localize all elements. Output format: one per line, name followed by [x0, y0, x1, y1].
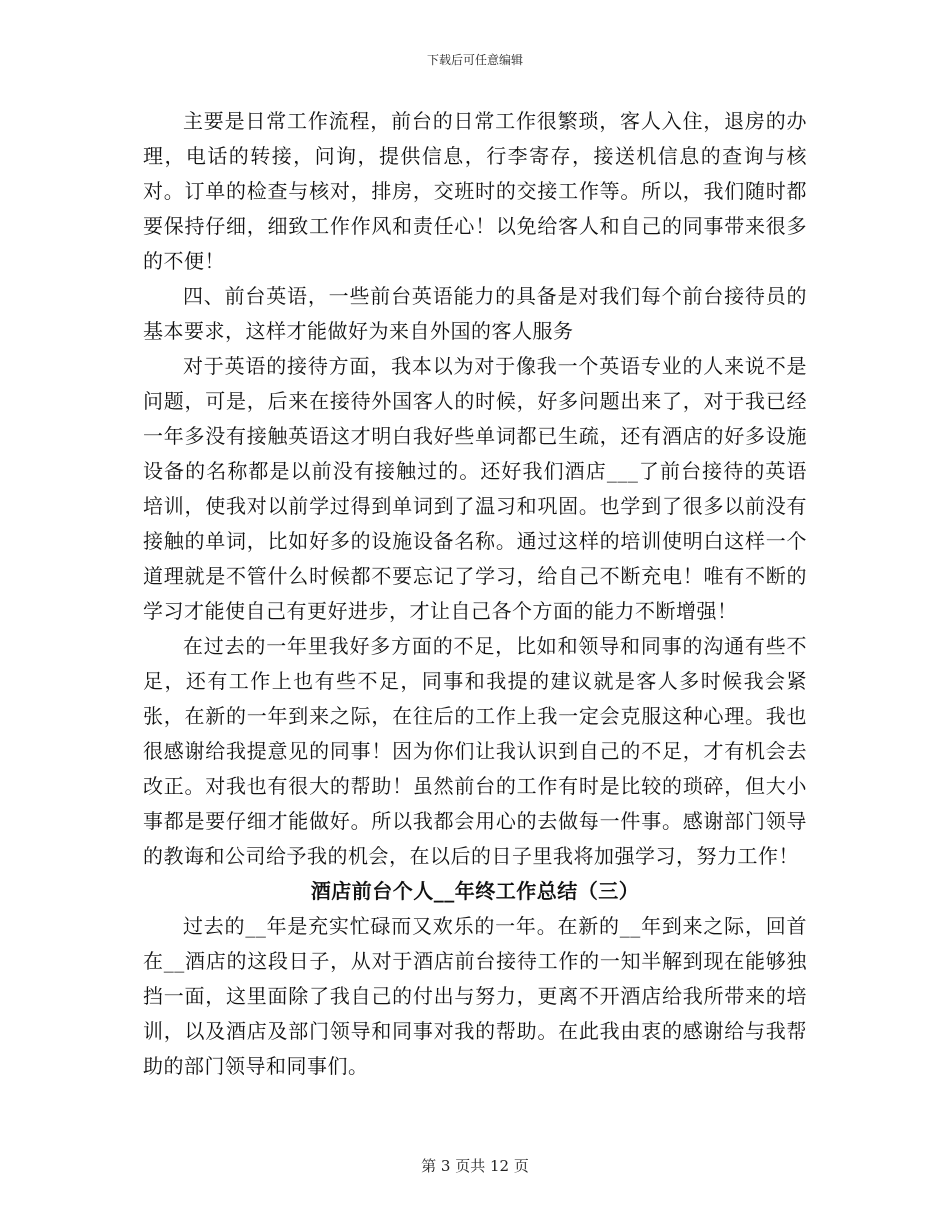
paragraph-english-training: 对于英语的接待方面，我本以为对于像我一个英语专业的人来说不是问题，可是，后来在接待外国客人的时候，好多问题出来了，对于我已经一年多没有接触英语这才明白我好些单词都已生疏，还有酒店的好多设施设备的名称都是以前没有接触过的。还好我们酒店___了前台接待的英语培训，使我对以前学过得到单词到了温习和巩固。也学到了很多以前没有接触的单词，比如好多的设施设备名称。通过这样的培训使明白这样一个道理就是不管什么时候都不要忘记了学习，给自己不断充电！唯有不断的学习才能使自己有更好进步，才让自己各个方面的能力不断增强！: [143, 354, 807, 623]
document-body: [143, 104, 807, 1084]
page-header: 下载后可任意编辑: [426, 53, 523, 67]
page-number: 第 3 页共 12 页: [421, 1157, 529, 1175]
section-title: 酒店前台个人__年终工作总结（三）: [310, 879, 640, 903]
paragraph-year-review: 过去的__年是充实忙碌而又欢乐的一年。在新的__年到来之际，回首在__酒店的这段日子，从对于酒店前台接待工作的一知半解到现在能够独挡一面，这里面除了我自己的付出与努力，更离不开酒店给我所带来的培训，以及酒店及部门领导和同事对我的帮助。在此我由衷的感谢给与我帮助的部门领导和同事们。: [143, 914, 807, 1078]
paragraph-shortcomings: 在过去的一年里我好多方面的不足，比如和领导和同事的沟通有些不足，还有工作上也有些不足，同事和我提的建议就是客人多时候我会紧张，在新的一年到来之际，在往后的工作上我一定会克服这种心理。我也很感谢给我提意见的同事！因为你们让我认识到自己的不足，才有机会去改正。对我也有很大的帮助！虽然前台的工作有时是比较的琐碎，但大小事都是要仔细才能做好。所以我都会用心的去做每一件事。感谢部门领导的教诲和公司给予我的机会，在以后的日子里我将加强学习，努力工作！: [143, 634, 807, 868]
paragraph-front-desk-english: 四、前台英语，一些前台英语能力的具备是对我们每个前台接待员的基本要求，这样才能做好为来自外国的客人服务: [143, 284, 807, 343]
paragraph-daily-workflow: 主要是日常工作流程，前台的日常工作很繁琐，客人入住，退房的办理，电话的转接，问询，提供信息，行李寄存，接送机信息的查询与核对。订单的检查与核对，排房，交班时的交接工作等。所以，我们随时都要保持仔细，细致工作作风和责任心！以免给客人和自己的同事带来很多的不便！: [143, 109, 807, 273]
